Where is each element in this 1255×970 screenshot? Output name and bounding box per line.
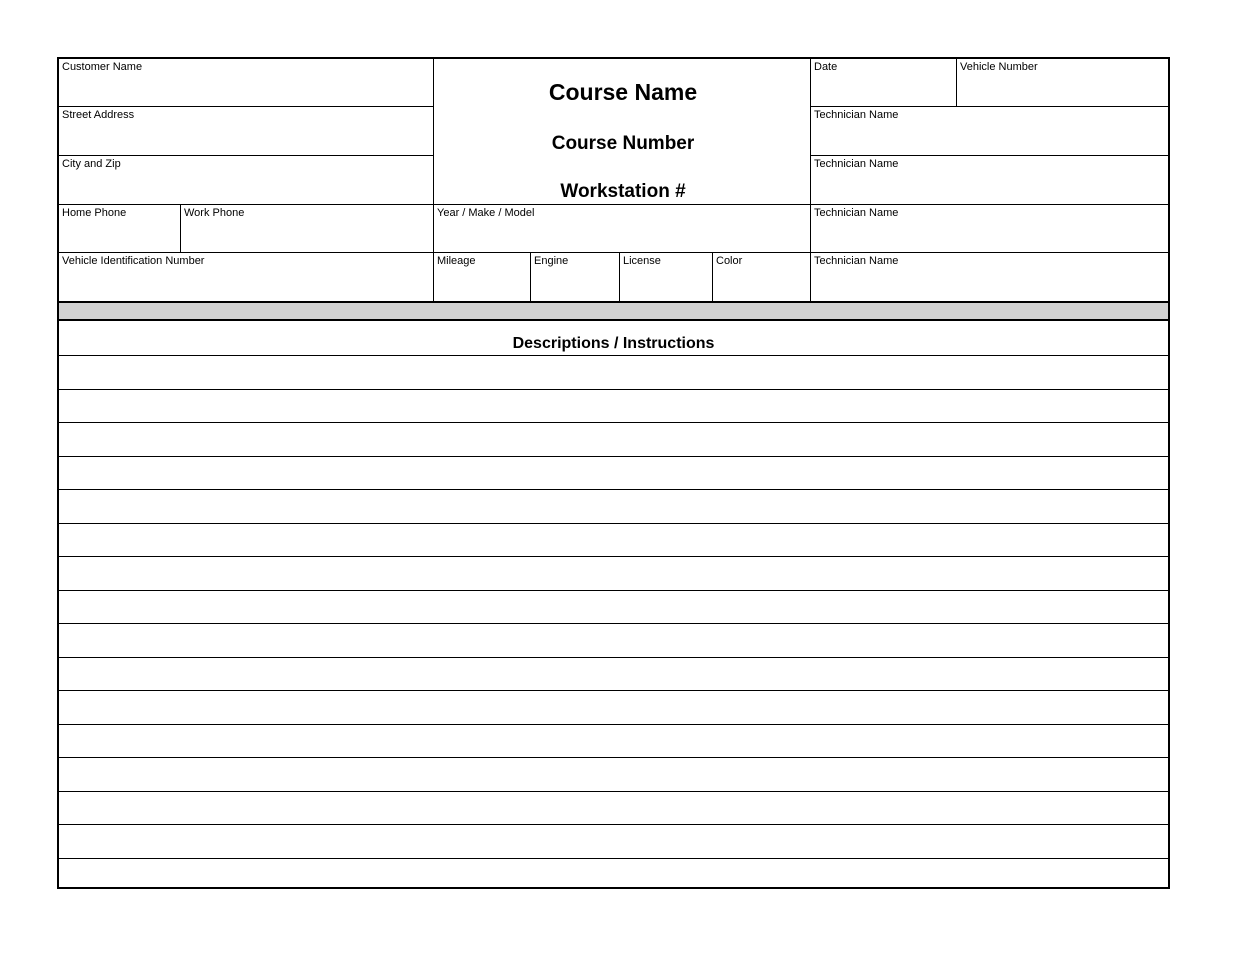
date-field[interactable]	[811, 59, 956, 106]
ruled-line	[59, 724, 1168, 725]
engine-label: Engine	[534, 255, 569, 267]
street-address-label: Street Address	[62, 109, 135, 121]
mileage-field[interactable]	[434, 253, 530, 301]
course-number-heading: Course Number	[551, 133, 695, 154]
ruled-line	[59, 389, 1168, 390]
customer-name-label: Customer Name	[62, 61, 143, 73]
ruled-line	[59, 590, 1168, 591]
technician-name-field-3[interactable]	[811, 205, 1168, 252]
work-order-form	[57, 57, 1170, 889]
section-separator-bar	[59, 301, 1168, 321]
vehicle-number-field[interactable]	[957, 59, 1168, 106]
ruled-line	[59, 456, 1168, 457]
ruled-line	[59, 422, 1168, 423]
technician-name-label: Technician Name	[814, 158, 899, 170]
technician-name-field-1[interactable]	[811, 107, 1168, 155]
vehicle-number-label: Vehicle Number	[960, 61, 1038, 73]
ruled-line	[59, 791, 1168, 792]
street-address-field[interactable]	[59, 107, 433, 155]
license-label: License	[623, 255, 661, 267]
year-make-model-field[interactable]	[434, 205, 810, 252]
ruled-line	[59, 824, 1168, 825]
vin-field[interactable]	[59, 253, 433, 301]
ruled-line	[59, 556, 1168, 557]
year-make-model-label: Year / Make / Model	[437, 207, 535, 219]
city-zip-label: City and Zip	[62, 158, 121, 170]
vin-label: Vehicle Identification Number	[62, 255, 205, 267]
workstation-heading: Workstation #	[560, 181, 686, 202]
technician-name-label: Technician Name	[814, 255, 899, 267]
home-phone-label: Home Phone	[62, 207, 127, 219]
course-name-heading: Course Name	[548, 79, 698, 105]
home-phone-field[interactable]	[59, 205, 180, 252]
ruled-line	[59, 757, 1168, 758]
ruled-line	[59, 858, 1168, 859]
descriptions-heading: Descriptions / Instructions	[512, 335, 715, 352]
ruled-line	[59, 690, 1168, 691]
date-label: Date	[814, 61, 838, 73]
work-phone-label: Work Phone	[184, 207, 245, 219]
city-zip-field[interactable]	[59, 156, 433, 204]
color-field[interactable]	[713, 253, 810, 301]
customer-name-field[interactable]	[59, 59, 433, 106]
ruled-line	[59, 623, 1168, 624]
engine-field[interactable]	[531, 253, 619, 301]
license-field[interactable]	[620, 253, 712, 301]
technician-name-field-4[interactable]	[811, 253, 1168, 301]
ruled-line	[59, 355, 1168, 356]
technician-name-field-2[interactable]	[811, 156, 1168, 204]
work-phone-field[interactable]	[181, 205, 433, 252]
technician-name-label: Technician Name	[814, 207, 899, 219]
ruled-line	[59, 523, 1168, 524]
mileage-label: Mileage	[437, 255, 476, 267]
technician-name-label: Technician Name	[814, 109, 899, 121]
ruled-line	[59, 657, 1168, 658]
ruled-line	[59, 489, 1168, 490]
color-label: Color	[716, 255, 743, 267]
